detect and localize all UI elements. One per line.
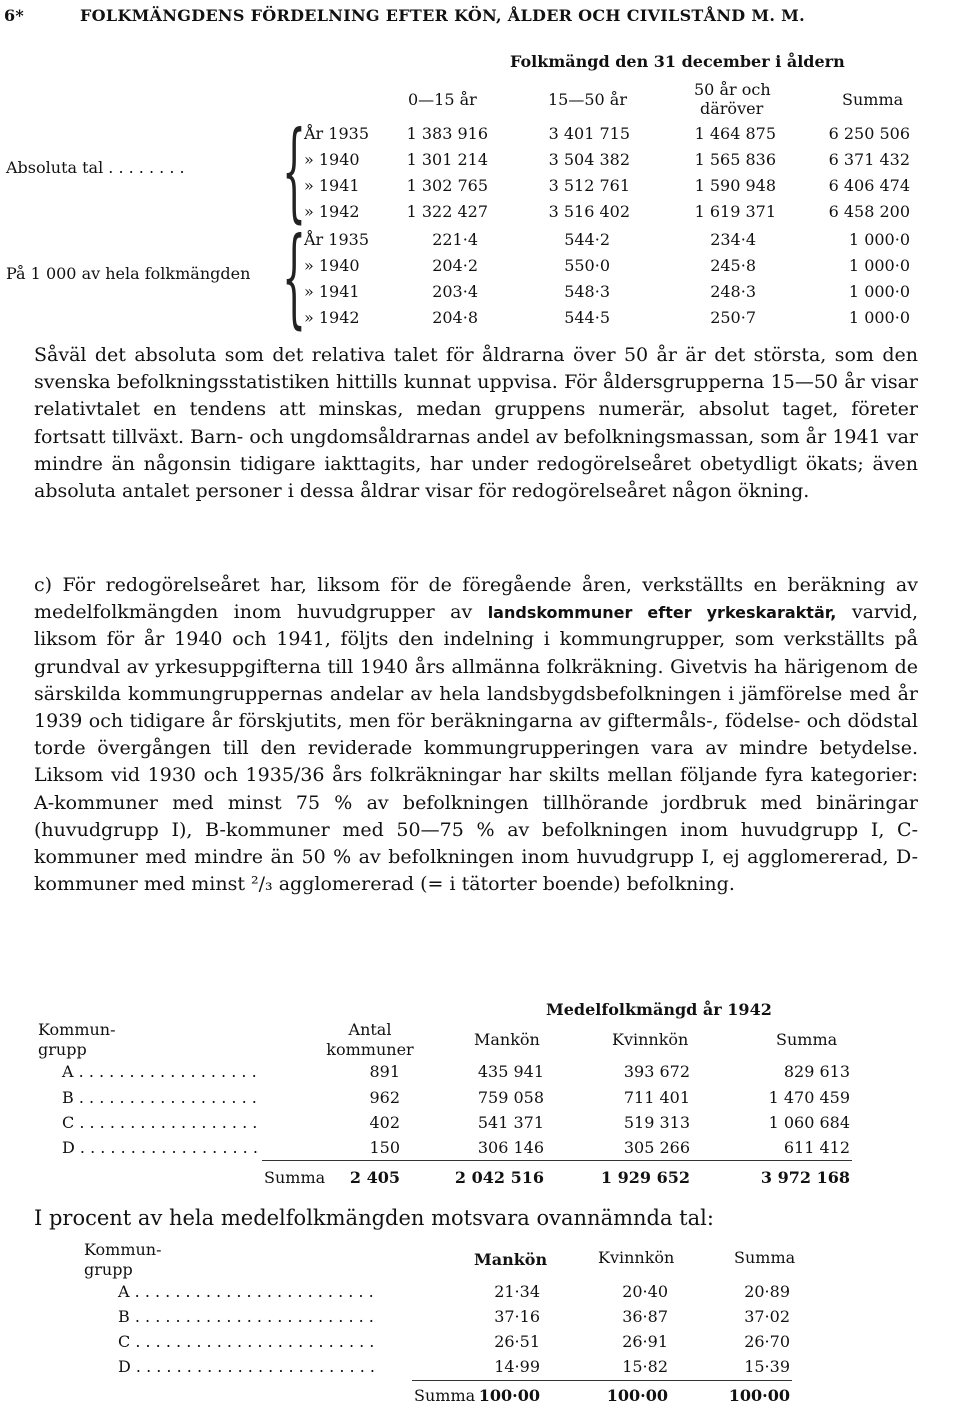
table3-row-label: D . . . . . . . . . . . . . . . . . . . . . . . . [118,1357,375,1376]
table2-col-man: Mankön [474,1030,540,1049]
total-cell: 100·00 [728,1386,790,1405]
table2-group-title: Medelfolkmängd år 1942 [546,1000,772,1019]
brace-absolute: { [282,109,307,234]
cell: 204·2 [432,256,478,275]
row-year: » 1940 [304,256,360,275]
cell: 962 [369,1088,400,1107]
cell: 26·70 [744,1332,790,1351]
cell: 1 000·0 [848,230,910,249]
cell: 891 [369,1062,400,1081]
row-year: » 1940 [304,150,360,169]
table2-col-summa: Summa [776,1030,838,1049]
paragraph-1: Såväl det absoluta som det relativa talet för åldrarna över 50 år är det största, som den svenska befolkningsstatistiken hittills kunnat uppvisa. För åldersgrupperna 15—50 år visar relativtalet en tendens att minskas, medan gruppens numerär, absolut taget, företer fortsatt tillväxt. Barn- och ungdomsåldrarnas andel av befolkningsmassan, som år 1941 var mindre än någonsin tidigare iakttagits, har under redogörelseåret obetydligt ökats; även absoluta antalet personer i dessa åldrar visar för redogörelseåret någon ökning. [34,344,918,503]
group-letter: C [62,1113,75,1132]
total-cell: 2 042 516 [454,1168,544,1187]
cell: 544·5 [564,308,610,327]
table2-sum-rule [262,1160,852,1161]
table2-row-label: D . . . . . . . . . . . . . . . . . . [62,1138,258,1157]
cell: 829 613 [783,1062,850,1081]
table2-row-label: A . . . . . . . . . . . . . . . . . . [62,1062,257,1081]
cell: 234·4 [710,230,756,249]
table1-col-50plus-a: 50 år och [694,80,771,99]
table1-col-15-50: 15—50 år [548,90,627,109]
cell: 14·99 [494,1357,540,1376]
group-letter: B [62,1088,74,1107]
row-year: » 1942 [304,202,360,221]
group-letter: A [118,1282,130,1301]
table2-col-group: Kommun- [38,1020,116,1039]
cell: 21·34 [494,1282,540,1301]
row-year: » 1941 [304,282,360,301]
cell: 611 412 [783,1138,850,1157]
cell: 203·4 [432,282,478,301]
percent-heading: I procent av hela medelfolkmängden motsvara ovannämnda tal: [34,1206,714,1230]
table1-col-0-15: 0—15 år [408,90,477,109]
cell: 6 458 200 [828,202,910,221]
cell: 435 941 [477,1062,544,1081]
table2-col-antal-2: kommuner [326,1040,414,1059]
table3-col-summa: Summa [734,1248,796,1267]
cell: 1 322 427 [406,202,488,221]
table1-col-50plus-b: däröver [700,99,764,118]
table3-col-group: Kommun- [84,1240,162,1259]
table2-row-label: C . . . . . . . . . . . . . . . . . . [62,1113,258,1132]
table2-row-label: B . . . . . . . . . . . . . . . . . . [62,1088,257,1107]
cell: 36·87 [622,1307,668,1326]
cell: 250·7 [710,308,756,327]
cell: 393 672 [623,1062,690,1081]
cell: 759 058 [477,1088,544,1107]
cell: 1 302 765 [406,176,488,195]
page-number: 6* [4,6,25,25]
cell: 1 565 836 [694,150,776,169]
cell: 1 470 459 [768,1088,850,1107]
cell: 1 383 916 [406,124,488,143]
cell: 26·51 [494,1332,540,1351]
total-cell: 2 405 [349,1168,400,1187]
group-letter: D [62,1138,75,1157]
cell: 15·39 [744,1357,790,1376]
brace-per-mille: { [282,215,307,340]
cell: 711 401 [623,1088,690,1107]
paragraph-2-emphasis: landskommuner efter yrkeskaraktär, [487,603,837,623]
total-cell: 3 972 168 [760,1168,850,1187]
cell: 3 401 715 [548,124,630,143]
total-cell: 100·00 [606,1386,668,1405]
table1-group-title: Folkmängd den 31 december i åldern [510,52,845,71]
row-year: År 1935 [304,124,370,143]
row-year: År 1935 [304,230,370,249]
table3-row-label: B . . . . . . . . . . . . . . . . . . . . . . . . [118,1307,374,1326]
cell: 26·91 [622,1332,668,1351]
group-letter: D [118,1357,131,1376]
paragraph-2-part-a: c) För redogörelseåret har, liksom för de föregående åren, verkställts en beräkning av medelfolkmängden inom huvudgrupper av [34,574,918,624]
cell: 3 512 761 [548,176,630,195]
total-cell: 100·00 [478,1386,540,1405]
cell: 519 313 [623,1113,690,1132]
cell: 37·16 [494,1307,540,1326]
cell: 306 146 [477,1138,544,1157]
row-year: » 1942 [304,308,360,327]
cell: 544·2 [564,230,610,249]
cell: 541 371 [477,1113,544,1132]
cell: 1 590 948 [694,176,776,195]
cell: 1 301 214 [406,150,488,169]
paragraph-2 [34,572,918,898]
cell: 1 000·0 [848,282,910,301]
cell: 15·82 [622,1357,668,1376]
cell: 20·40 [622,1282,668,1301]
cell: 1 619 371 [694,202,776,221]
table2-total-label: Summa [264,1168,326,1187]
cell: 6 250 506 [828,124,910,143]
table2-col-group-2: grupp [38,1040,87,1059]
cell: 548·3 [564,282,610,301]
cell: 20·89 [744,1282,790,1301]
table3-col-kvinna: Kvinnkön [598,1248,675,1267]
cell: 402 [369,1113,400,1132]
total-cell: 1 929 652 [600,1168,690,1187]
row-year: » 1941 [304,176,360,195]
table3-sum-rule [412,1380,792,1381]
cell: 3 516 402 [548,202,630,221]
table2-col-antal: Antal [348,1020,392,1039]
group-letter: B [118,1307,130,1326]
block-label-per-mille: På 1 000 av hela folkmängden [6,264,251,283]
block-label-absolute: Absoluta tal . . . . . . . . [6,158,185,177]
cell: 1 464 875 [694,124,776,143]
cell: 150 [369,1138,400,1157]
table1-col-summa: Summa [842,90,904,109]
table2-col-kvinna: Kvinnkön [612,1030,689,1049]
group-letter: A [62,1062,74,1081]
cell: 6 406 474 [828,176,910,195]
table3-col-group-2: grupp [84,1260,133,1279]
table3-col-man: Mankön [474,1250,548,1269]
cell: 245·8 [710,256,756,275]
cell: 1 000·0 [848,256,910,275]
cell: 1 060 684 [768,1113,850,1132]
cell: 305 266 [623,1138,690,1157]
cell: 1 000·0 [848,308,910,327]
cell: 3 504 382 [548,150,630,169]
table3-row-label: A . . . . . . . . . . . . . . . . . . . . . . . . [118,1282,374,1301]
cell: 204·8 [432,308,478,327]
group-letter: C [118,1332,131,1351]
cell: 550·0 [564,256,610,275]
paragraph-2-part-c: varvid, liksom för år 1940 och 1941, följts den indelning i kommungrupper, som verkställts på grundval av yrkesuppgifterna till 1940 års allmänna folkräkning. Givetvis ha härigenom de särskilda kommungruppernas andelar av hela landsbygdsbefolkningen i jämförelse med år 1939 och tidigare år förskjutits, men för beräkningarna av giftermåls-, födelse- och dödstal torde övergången till den reviderade kommungrupperingen vara av mindre betydelse. Liksom vid 1930 och 1935/36 års folkräkningar har skilts mellan följande fyra kategorier: A-kommuner med minst 75 % av befolkningen tillhörande jordbruk med binäringar (huvudgrupp I), B-kommuner med 50—75 % av befolkningen inom huvudgrupp I, C-kommuner med mindre än 50 % av befolkningen inom huvudgrupp I, ej agglomererad, D-kommuner med minst ²/₃ agglomererad (= i tätorter boende) befolkning. [34,601,919,896]
cell: 221·4 [432,230,478,249]
cell: 6 371 432 [828,150,910,169]
cell: 37·02 [744,1307,790,1326]
cell: 248·3 [710,282,756,301]
table3-row-label: C . . . . . . . . . . . . . . . . . . . . . . . . [118,1332,375,1351]
table3-total-label: Summa [414,1386,476,1405]
page-title: FOLKMÄNGDENS FÖRDELNING EFTER KÖN, ÅLDER OCH CIVILSTÅND M. M. [80,6,805,25]
